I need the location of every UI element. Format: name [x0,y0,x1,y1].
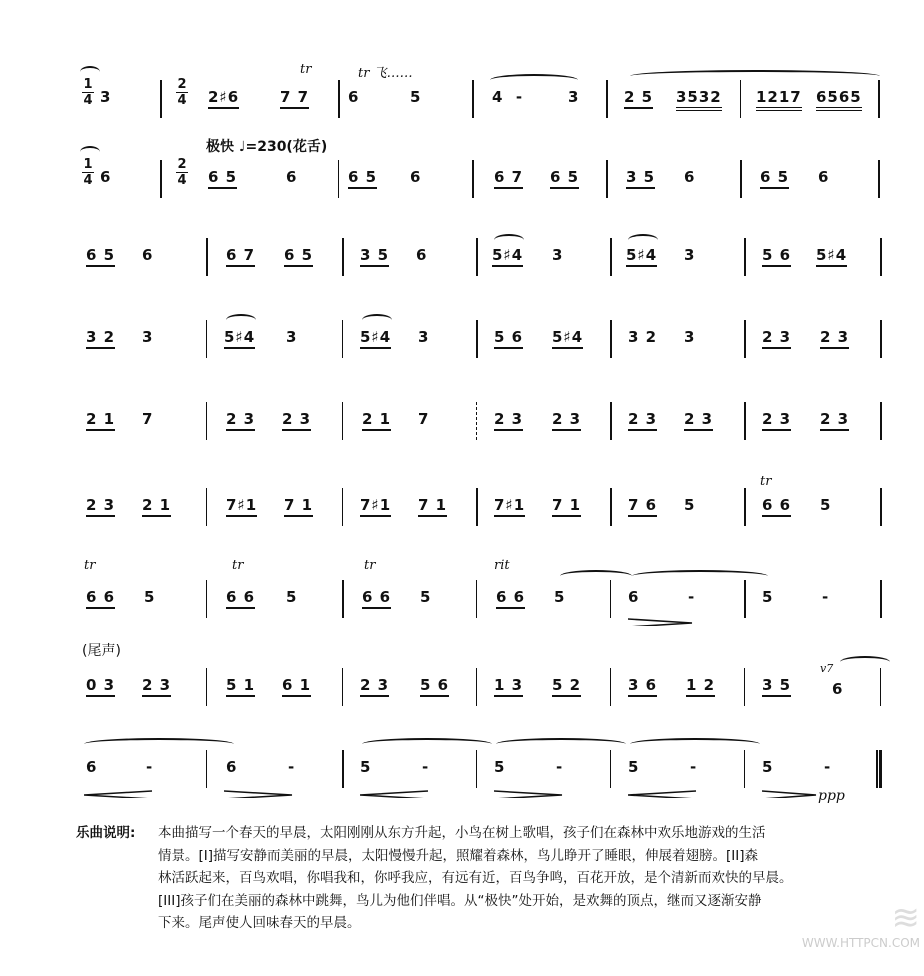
note-group: 2 3 [282,410,311,431]
note-group: 3 5 [360,246,389,267]
time-signature: 1 4 [83,157,93,188]
description-line: 下来。尾声使人回味春天的早晨。 [158,915,361,931]
description-line: [III]孩子们在美丽的森林中跳舞，鸟儿为他们伴唱。从“极快”处开始，是欢舞的顶点，继而又逐渐安静 [158,892,762,909]
note-group: 7♯1 [226,496,257,517]
barline [476,668,477,706]
note-group: 6 1 [282,676,311,697]
barline [740,160,742,198]
trill-mark: tr [760,474,772,489]
barline [744,580,746,618]
watermark-logo [740,900,920,960]
section-label: (尾声) [82,643,121,659]
rit-mark: rit [494,558,510,573]
note: - [822,588,830,606]
note-group: 6 6 [86,588,115,609]
note: 3 [142,328,154,346]
note-group: 3532 [676,88,722,111]
note: 5 [684,496,696,514]
barline [160,160,162,198]
barline [342,750,344,788]
note: 5 [762,588,774,606]
note-group: 6 5 [348,168,377,189]
system-8 [80,643,880,708]
crescendo-mark [628,790,698,798]
slur-mark [362,738,492,750]
note: 6 [226,758,238,776]
note-group: 6 5 [208,168,237,189]
note-group: 2 3 [762,328,791,349]
note-group: 7♯1 [494,496,525,517]
note: 6 [818,168,830,186]
description-line: 情景。[I]描写安静而美丽的早晨，太阳慢慢升起，照耀着森林，鸟儿睁开了睡眼，伸展着翅膀。[II]森 [158,847,759,864]
note: - [824,758,832,776]
note: 6 [86,758,98,776]
note-group: 2 3 [820,328,849,349]
barline [476,402,479,440]
note: 6 [410,168,422,186]
slur-mark [628,234,658,246]
note-group: 6 6 [226,588,255,609]
note-group: 7♯1 [360,496,391,517]
note-group: 0 3 [86,676,115,697]
barline [610,402,612,440]
watermark-text: WWW.HTTPCN.COM [801,936,920,950]
barline [740,80,741,118]
system-5 [80,402,880,442]
trill-mark: tr [300,62,312,77]
description-line: 林活跃起来，百鸟欢唱，你唱我和，你呼我应，有远有近，百鸟争鸣，百花开放，是个清新而欢快的早晨。 [158,870,793,886]
final-barline [876,750,882,788]
barline [610,750,611,788]
barline [472,80,474,118]
note: 3 [684,328,696,346]
note-group: 5♯4 [492,246,523,267]
note-group: 5♯4 [360,328,391,349]
time-signature: 2 4 [177,157,187,188]
barline [342,488,343,526]
note-group: 3 2 [628,328,658,346]
note-group: 7 1 [418,496,447,517]
note: - [690,758,698,776]
barline [476,238,478,276]
barline [878,160,880,198]
barline [744,402,746,440]
note: 6 [348,88,360,106]
note-group: 5♯4 [816,246,847,267]
note: 5 [554,588,566,606]
barline [476,750,477,788]
barline [342,402,343,440]
barline [880,580,882,618]
slur-mark [226,314,256,326]
barline [878,80,880,118]
barline [342,320,343,358]
note: 5 [286,588,298,606]
barline [744,320,746,358]
barline [744,668,745,706]
note-group: 5♯4 [626,246,657,267]
note-group: 3 2 [86,328,115,349]
slur-mark [496,738,626,750]
description-line: 本曲描写一个春天的早晨，太阳刚刚从东方升起，小鸟在树上歌唱，孩子们在森林中欢乐地游戏的生活 [158,825,766,841]
note-group: 6565 [816,88,862,111]
note: 6 [832,680,844,698]
note-group: 2 3 [684,410,713,431]
note-group: 7 7 [280,88,309,109]
note: 3 [100,88,112,106]
note-group: 3 6 [628,676,657,697]
note-group: 6 5 [284,246,313,267]
barline [472,160,474,198]
note-group: 6 6 [762,496,791,517]
note-group: 6 5 [86,246,115,267]
note: 5 [420,588,432,606]
slur-mark [490,74,578,86]
note-group: 3 5 [626,168,655,189]
note: 5 [494,758,506,776]
note: 3 [418,328,430,346]
note-group: 6 5 [550,168,579,189]
barline [206,320,207,358]
barline [476,320,478,358]
barline [880,238,882,276]
description-heading: 乐曲说明: [76,825,136,841]
barline [744,238,746,276]
note-group: 2 1 [86,410,115,431]
note: 7 [418,410,430,428]
breath-mark: v7 [820,662,834,675]
note: 6 [628,588,640,606]
tempo-marking: 极快 ♩=230(花舌) [206,139,328,155]
barline [880,320,882,358]
note-group: 3 5 [762,676,791,697]
note-group: 2 5 [624,88,653,109]
note: 6 [100,168,112,186]
barline [338,80,340,118]
slur-mark [362,314,392,326]
decrescendo-mark [494,790,564,798]
note-group: 7 1 [552,496,581,517]
barline [610,488,612,526]
barline [206,402,207,440]
note: 5 [762,758,774,776]
watermark-icon: ≋ [891,898,920,938]
note: - [288,758,296,776]
barline [476,580,477,618]
slur-mark [630,738,760,750]
barline [880,488,882,526]
time-signature: 2 4 [177,77,187,108]
note-group: 2 1 [362,410,391,431]
slur-mark [560,570,632,582]
barline [744,750,745,788]
note: 3 [568,88,580,106]
barline [206,488,207,526]
barline [342,668,343,706]
barline [610,238,612,276]
note-group: 2 3 [494,410,523,431]
note: 5 [410,88,422,106]
note: 5 [628,758,640,776]
note-group: 1 3 [494,676,523,697]
note-group: 5♯4 [224,328,255,349]
note-group: 7 6 [628,496,657,517]
system-7 [80,558,880,620]
decrescendo-mark [762,790,818,798]
note-group: 5♯4 [552,328,583,349]
system-3 [80,238,880,278]
barline [338,160,339,198]
dynamic-ppp: ppp [818,788,845,804]
slur-mark [84,738,234,750]
note-group: 1217 [756,88,802,111]
system-2 [80,139,880,200]
note: 5 [360,758,372,776]
barline [476,488,478,526]
barline [880,668,881,706]
barline [606,80,608,118]
barline [160,80,162,118]
slur-mark [630,70,880,82]
system-6 [80,474,880,528]
time-signature: 1 4 [83,77,93,108]
barline [342,238,344,276]
trill-mark: tr [364,558,376,573]
note-group: 5 6 [420,676,449,697]
note: 5 [144,588,156,606]
barline [744,488,746,526]
barline [206,750,207,788]
note-group: 6 6 [362,588,391,609]
note-group: 2 3 [820,410,849,431]
decrescendo-mark [224,790,294,798]
note: 6 [286,168,298,186]
note-group: 5 6 [494,328,523,349]
note-group: 2 1 [142,496,171,517]
note: 6 [142,246,154,264]
note-group: 2 3 [142,676,171,697]
note-group: 2 3 [360,676,389,697]
note-group: 2♯6 [208,88,239,109]
barline [206,580,207,618]
system-4 [80,320,880,360]
note: 3 [684,246,696,264]
note-group: 6 7 [226,246,255,267]
note-group: 2 3 [226,410,255,431]
trill-mark: tr [84,558,96,573]
trill-mark: tr 飞…… [358,66,413,81]
barline [342,580,344,618]
note: 4 - [492,88,524,106]
note: - [422,758,430,776]
note: 3 [552,246,564,264]
note: - [146,758,154,776]
crescendo-mark [84,790,154,798]
trill-mark: tr [232,558,244,573]
note: 7 [142,410,154,428]
barline [880,402,882,440]
barline [206,668,207,706]
slur-mark [840,656,890,668]
note-group: 6 7 [494,168,523,189]
note: 3 [286,328,298,346]
barline [610,580,611,618]
note-group: 2 3 [86,496,115,517]
note-group: 6 5 [760,168,789,189]
note-group: 5 6 [762,246,791,267]
slur-mark [632,570,768,582]
note-group: 7 1 [284,496,313,517]
barline [610,668,611,706]
note: 6 [684,168,696,186]
decrescendo-mark [628,618,694,626]
note: 6 [416,246,428,264]
note-group: 1 2 [686,676,715,697]
note-group: 5 2 [552,676,581,697]
note-group: 2 3 [552,410,581,431]
note: - [688,588,696,606]
slur-mark [494,234,524,246]
note: 5 [820,496,832,514]
barline [610,320,612,358]
crescendo-mark [360,790,430,798]
note-group: 6 6 [496,588,525,609]
system-9 [80,750,880,804]
barline [206,238,208,276]
system-1 [80,62,880,120]
note-group: 5 1 [226,676,255,697]
note: - [556,758,564,776]
note-group: 2 3 [762,410,791,431]
barline [606,160,608,198]
note-group: 2 3 [628,410,657,431]
